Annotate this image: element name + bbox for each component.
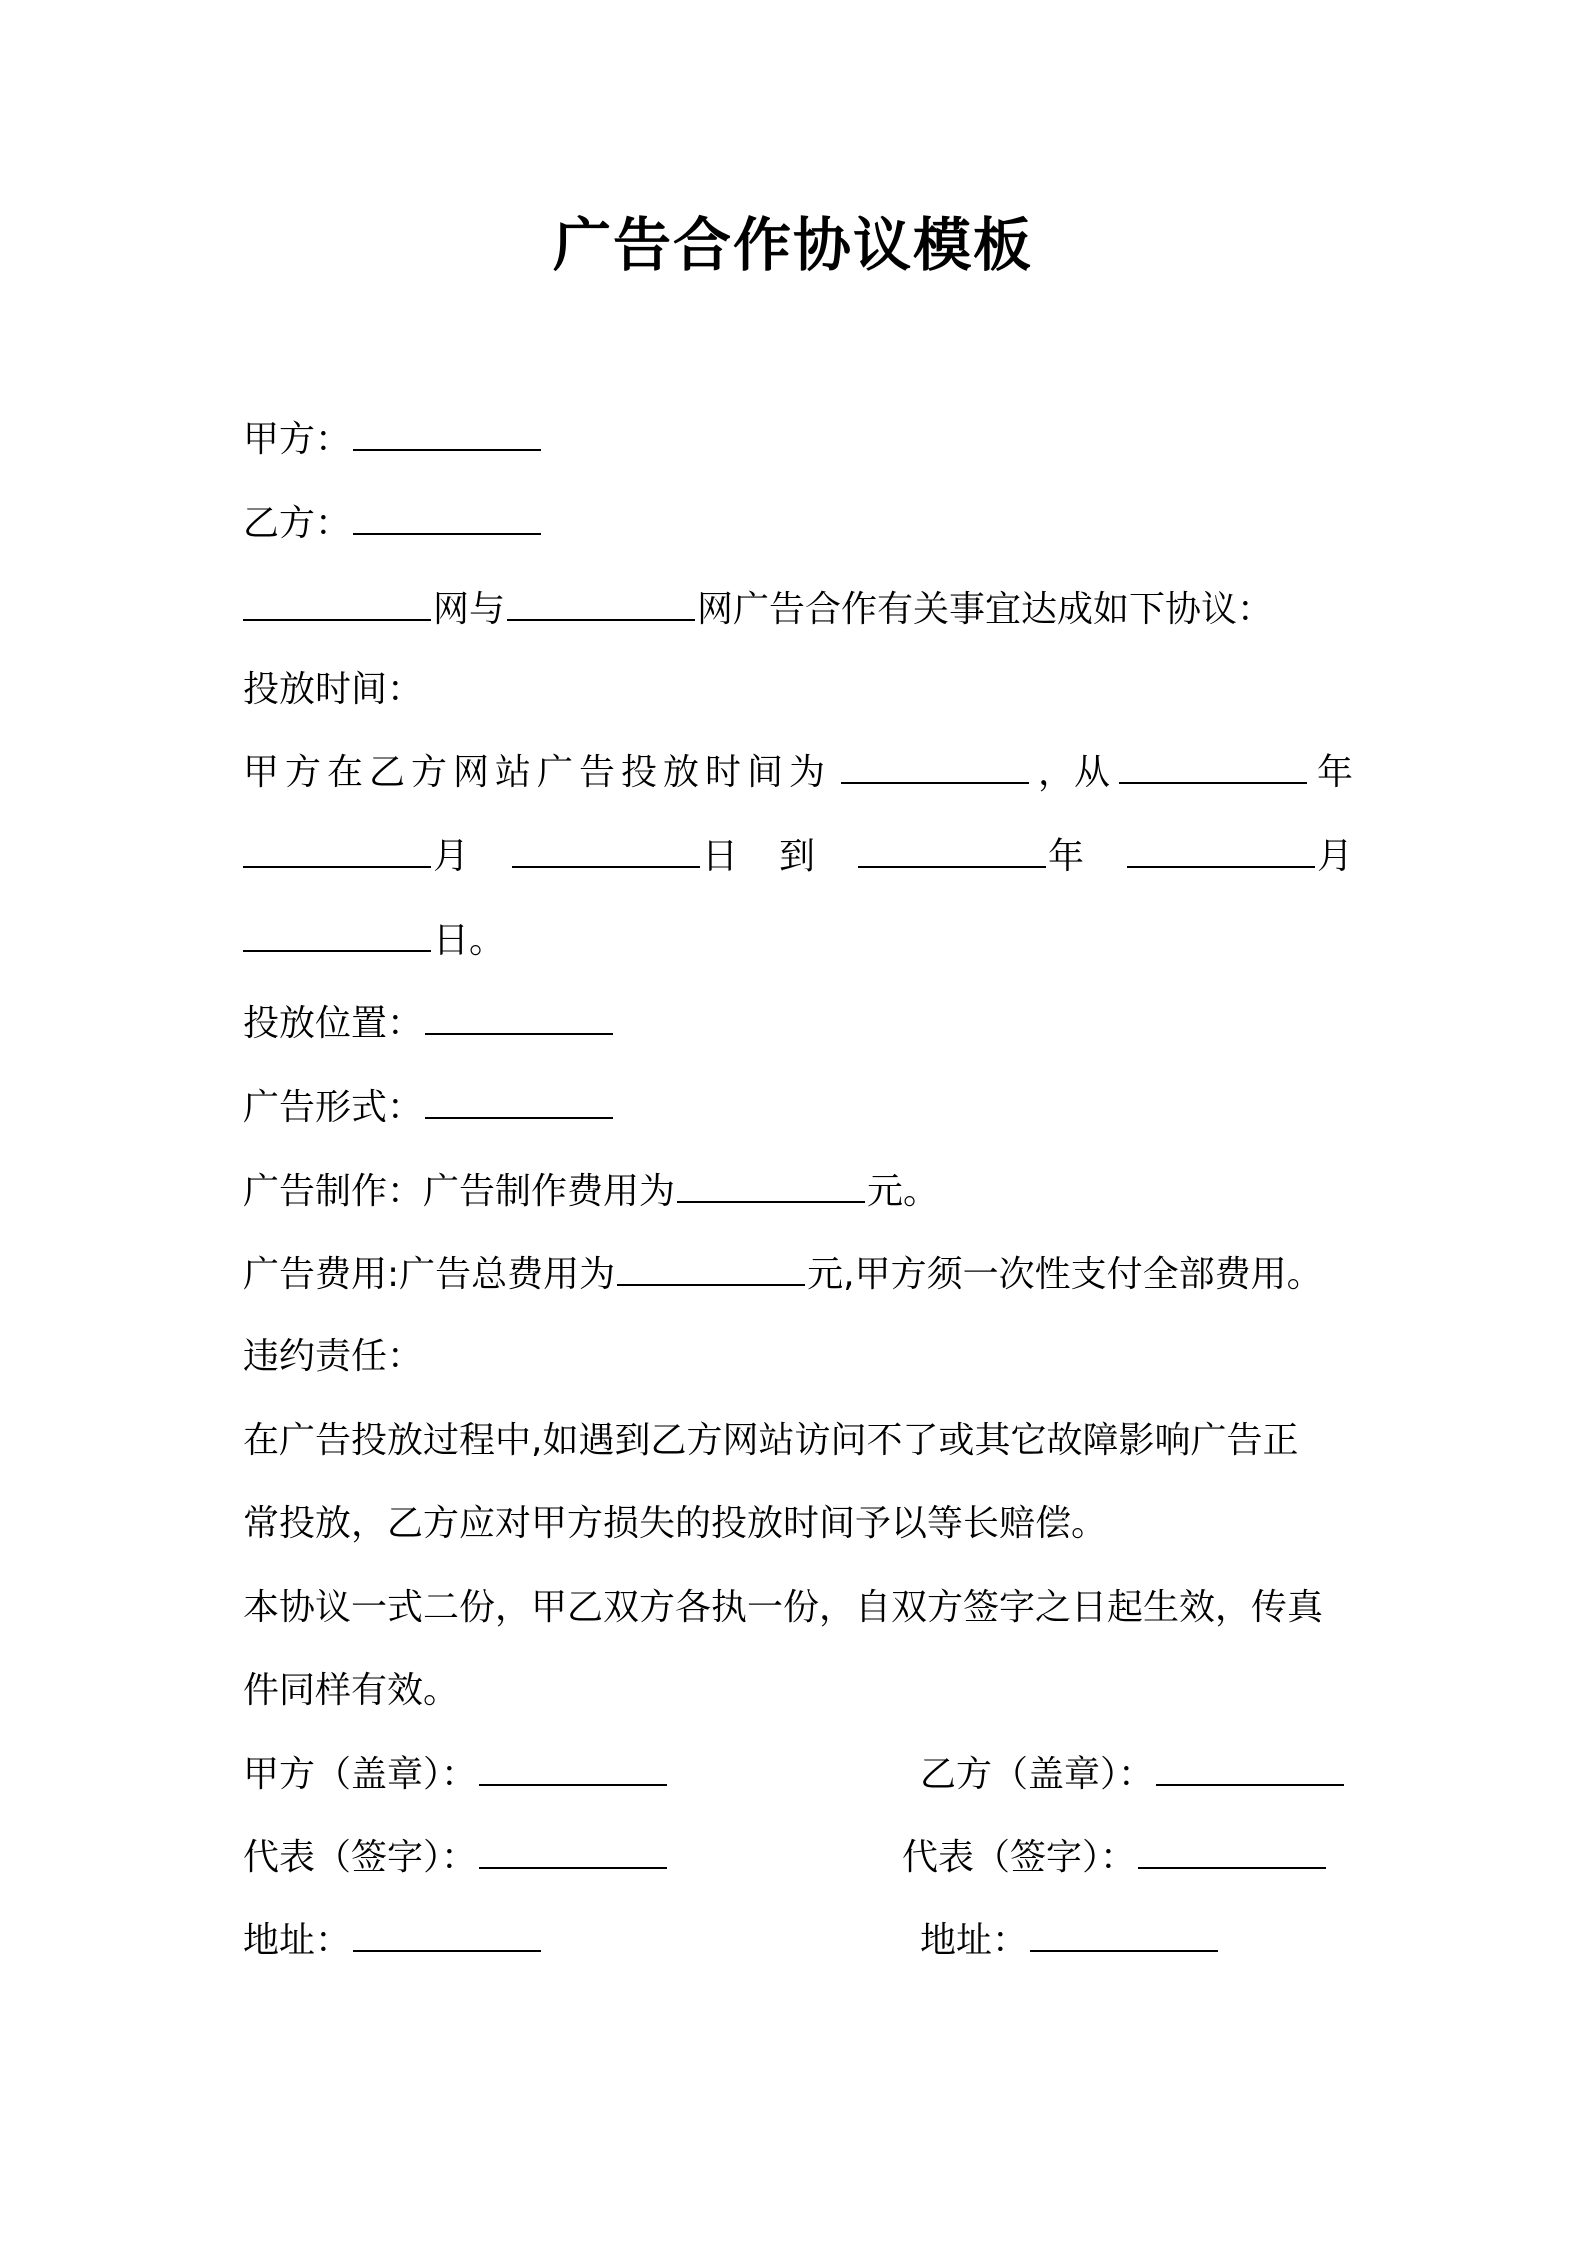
party-b-rep-line	[902, 1833, 1328, 1883]
intro-mid-text: 网与	[433, 589, 506, 630]
end-year-blank	[858, 836, 1046, 868]
party-a-rep-blank	[479, 1837, 667, 1869]
document-title: 广告合作协议模板	[552, 211, 1033, 279]
party-b-seal-label: 乙方（盖章）：	[920, 1754, 1155, 1795]
time-line-1	[243, 748, 1353, 798]
production-fee-blank	[677, 1171, 865, 1203]
duration-blank	[841, 752, 1029, 784]
format-line	[243, 1083, 1353, 1133]
party-a-label: 甲方：	[243, 419, 352, 460]
party-b-line	[243, 499, 1353, 549]
party-a-address-blank	[353, 1920, 541, 1952]
party-b-rep-blank	[1138, 1837, 1326, 1869]
fee-text: 广告总费用为	[399, 1254, 616, 1295]
format-blank	[425, 1087, 613, 1119]
placement-line	[243, 999, 1353, 1049]
party-a-address-line	[243, 1916, 543, 1966]
fee-label: 广告费用:	[243, 1254, 400, 1295]
placement-blank	[425, 1003, 613, 1035]
day-text-1: 日	[701, 836, 738, 877]
party-a-rep-label: 代表（签字）：	[243, 1837, 478, 1878]
fee-end-text: 元,甲方须一次性支付全部费用。	[807, 1254, 1323, 1295]
time-line-3	[243, 916, 1353, 966]
party-a-seal-line	[243, 1750, 669, 1800]
site-a-blank	[243, 589, 431, 621]
start-month-blank	[243, 836, 431, 868]
time-intro-text: 甲方在乙方网站广告投放时间为	[243, 752, 832, 793]
copies-paragraph-line-2: 件同样有效。	[243, 1670, 460, 1711]
party-a-line	[243, 415, 1353, 465]
placement-label: 投放位置：	[243, 1003, 424, 1044]
production-text: 广告制作费用为	[423, 1171, 676, 1212]
party-a-seal-blank	[479, 1754, 667, 1786]
comma-from-text: ，从	[1037, 752, 1110, 793]
production-label: 广告制作：	[243, 1171, 424, 1212]
fee-line	[243, 1250, 1353, 1300]
breach-heading: 违约责任：	[243, 1336, 424, 1377]
production-end-text: 元。	[867, 1171, 940, 1212]
site-b-blank	[507, 589, 695, 621]
party-b-seal-blank	[1156, 1754, 1344, 1786]
party-a-rep-line	[243, 1833, 669, 1883]
party-b-label: 乙方：	[243, 503, 352, 544]
party-b-rep-label: 代表（签字）：	[902, 1837, 1137, 1878]
party-b-seal-line	[920, 1750, 1346, 1800]
section-time-heading: 投放时间：	[243, 669, 424, 710]
end-day-blank	[243, 920, 431, 952]
time-line-2	[243, 832, 1353, 882]
party-b-address-blank	[1030, 1920, 1218, 1952]
copies-paragraph-line-1: 本协议一式二份，甲乙双方各执一份，自双方签字之日起生效，传真	[243, 1587, 1324, 1628]
party-b-address-label: 地址：	[920, 1920, 1029, 1961]
party-b-blank	[353, 503, 541, 535]
party-a-seal-label: 甲方（盖章）：	[243, 1754, 478, 1795]
year-text-1: 年	[1316, 752, 1353, 793]
year-text-2: 年	[1047, 836, 1084, 877]
day-end-text: 日。	[433, 920, 506, 961]
start-day-blank	[512, 836, 700, 868]
total-fee-blank	[617, 1254, 805, 1286]
breach-paragraph-line-1: 在广告投放过程中,如遇到乙方网站访问不了或其它故障影响广告正	[243, 1420, 1299, 1461]
intro-line	[243, 585, 1353, 635]
production-line	[243, 1167, 1353, 1217]
party-b-address-line	[920, 1916, 1220, 1966]
format-label: 广告形式：	[243, 1087, 424, 1128]
breach-paragraph-line-2: 常投放，乙方应对甲方损失的投放时间予以等长赔偿。	[243, 1503, 1108, 1544]
end-month-blank	[1127, 836, 1315, 868]
month-text-2: 月	[1316, 836, 1353, 877]
party-a-address-label: 地址：	[243, 1920, 352, 1961]
to-text: 到	[778, 836, 815, 877]
intro-end-text: 网广告合作有关事宜达成如下协议：	[697, 589, 1274, 630]
party-a-blank	[353, 419, 541, 451]
start-year-blank	[1119, 752, 1307, 784]
month-text-1: 月	[433, 836, 470, 877]
